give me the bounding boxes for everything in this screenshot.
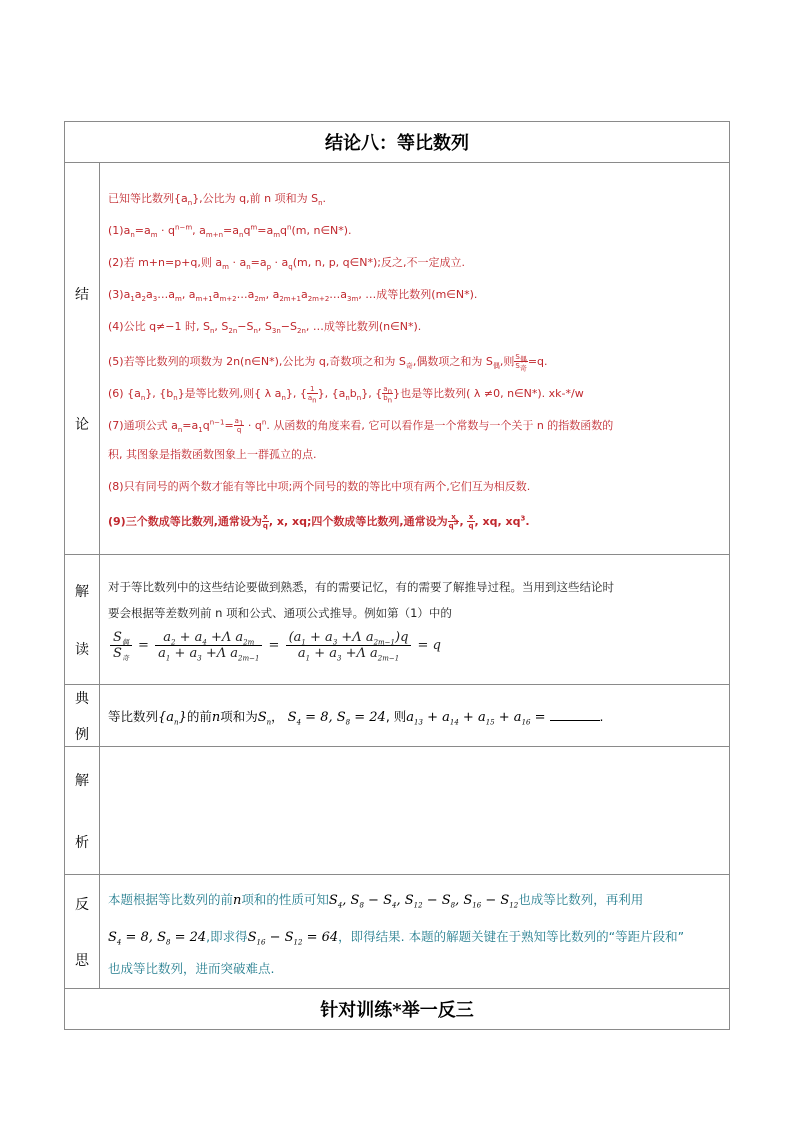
example-text: 等比数列$\{a_n\}$的前n项和为$S_n$， $S_4 = 8$, $S_8 = 24$, 则$a_{13} + a_{14} + a_{15} + a_{16}$ = . xyxy=(108,708,604,727)
reflection-line-2: $S_4 = 8$, $S_8 = 24$,即求得$S_{16} - S_{12} = 64$，即得结果. 本题的解题关键在于熟知等比数列的“等距片段和” xyxy=(108,928,685,947)
conclusion-7b: 积, 其图象是指数函数图象上一群孤立的点. xyxy=(108,447,317,461)
interpretation-formula: $\frac{S_偶}{S_奇}$ = $\frac{a_2 + a_4 +\Lambda a_{2m}}{a_1 + a_3 +\Lambda a_{2m-1}}$ = $\frac{(a_1 + a_3 +\Lambda a_{2m-1})q}{a_1 + a_3 +\Lambda a_{2m-1}}$ = q xyxy=(108,630,723,661)
analysis-cell xyxy=(100,747,730,875)
answer-blank[interactable] xyxy=(550,708,600,721)
conclusion-6: (6) $\{a_n\}$, $\{b_n\}$是等比数列,则{ λ $a_n$}, { $\frac{1}{a_n}$ }, $\{a_nb_n\}$, { $\frac{a_n}{b_n}$ }也是等比数列( λ ≠0, n∈N*). xk-*/w xyxy=(108,385,584,405)
conclusion-7a: (7)通项公式 $a_n=a_1q^{n-1}=$ $\frac{a_1}{q}$ · $q^n$. 从函数的角度来看, 它可以看作是一个常数与一个关于 n 的指数函数的 xyxy=(108,417,614,434)
label-char: 析 xyxy=(75,834,89,851)
label-fansi xyxy=(65,875,100,989)
label-jiexi xyxy=(65,747,100,875)
reflection-line-1: 本题根据等比数列的前n项和的性质可知$S_4$, $S_8 - S_4$, $S_{12} - S_8$, $S_{16} - S_{12}$也成等比数列，再利用 xyxy=(108,891,644,910)
interpretation-line-1: 对于等比数列中的这些结论要做到熟悉，有的需要记忆，有的需要了解推导过程。当用到这些结论时 xyxy=(108,580,614,594)
conclusion-9: (9)三个数成等比数列,通常设为 $\frac{x}{q}$ , x, xq;四个数成等比数列,通常设为 $\frac{x}{q^3}$ , $\frac{x}{q}$ , xq, $xq^3$. xyxy=(108,513,530,530)
conclusion-5: (5)若等比数列的项数为 2n(n∈N*),公比为 q,奇数项之和为 $S_奇$,偶数项之和为 $S_偶$,则 $\frac{S_偶}{S_奇}$ =q. xyxy=(108,353,548,373)
label-jielun xyxy=(65,163,100,555)
label-char: 论 xyxy=(75,416,89,433)
interpretation-cell xyxy=(100,555,730,685)
label-char: 解 xyxy=(75,583,89,600)
conclusion-table xyxy=(64,121,730,1030)
reflection-line-3: 也成等比数列，进而突破难点. xyxy=(108,960,275,976)
label-char: 反 xyxy=(75,896,89,913)
conclusions-cell xyxy=(100,163,730,555)
interpretation-line-2: 要会根据等差数列前 n 项和公式、通项公式推导。例如第（1）中的 xyxy=(108,606,452,620)
conclusion-4: (4)公比 q≠−1 时, $S_n$, $S_{2n}-S_n$, $S_{3n}-S_{2n}$, …成等比数列(n∈N*). xyxy=(108,319,422,335)
label-char: 解 xyxy=(75,772,89,789)
conclusion-intro: 已知等比数列$\{a_n\}$,公比为 q,前 n 项和为 $S_n$. xyxy=(108,191,327,207)
conclusion-3: $(3)a_1a_2a_3\dots a_m$, $a_{m+1}a_{m+2}\dots a_{2m}$, $a_{2m+1}a_{2m+2}\dots a_{3m}$, …成等比数列(m∈N*). xyxy=(108,287,478,303)
label-char: 结 xyxy=(75,286,89,303)
conclusion-1: $(1)a_n=a_m \cdot q^{n-m}$, $a_{m+n}=a_nq^m=a_mq^n(m$, n∈N*). xyxy=(108,222,352,239)
reflection-cell xyxy=(100,875,730,989)
label-char: 读 xyxy=(75,641,89,658)
label-char: 思 xyxy=(75,952,89,969)
label-dianli xyxy=(65,685,100,747)
conclusion-8: (8)只有同号的两个数才能有等比中项;两个同号的数的等比中项有两个,它们互为相反数. xyxy=(108,479,531,493)
example-cell xyxy=(100,685,730,747)
label-char: 典 xyxy=(75,690,89,707)
conclusion-2: (2)若 m+n=p+q,则 $a_m \cdot a_n=a_p \cdot a_q(m$, n, p, q∈N*);反之,不一定成立. xyxy=(108,255,465,271)
label-jiedu xyxy=(65,555,100,685)
section-title: 结论八：等比数列 xyxy=(65,122,730,163)
label-char: 例 xyxy=(75,726,89,743)
practice-title: 针对训练*举一反三 xyxy=(65,989,730,1030)
